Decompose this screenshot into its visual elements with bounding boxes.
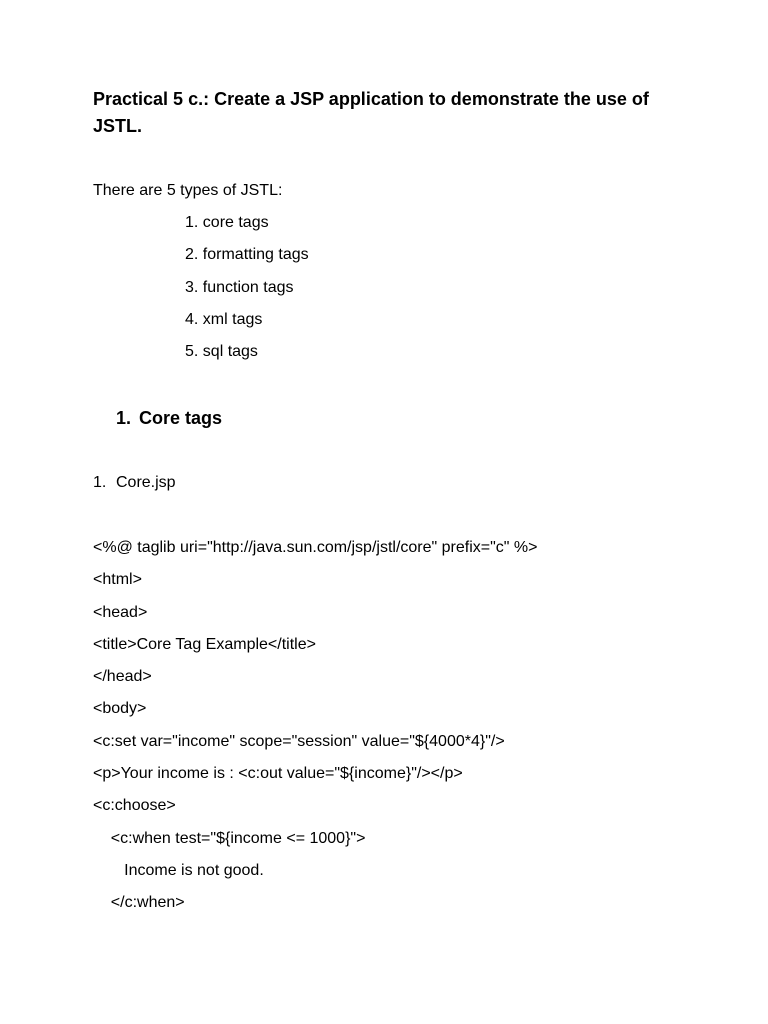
section-number: 1. — [116, 408, 132, 428]
code-line: <c:choose> — [93, 797, 176, 815]
code-line: <c:set var="income" scope="session" value="${4000*4}"/> — [93, 732, 505, 750]
list-item: 5. sql tags — [185, 343, 258, 361]
code-line: <html> — [93, 571, 142, 589]
list-item: 3. function tags — [185, 278, 294, 296]
code-listing — [93, 537, 537, 925]
section-heading-text: Core tags — [139, 408, 223, 428]
code-line: <title>Core Tag Example</title> — [93, 635, 316, 653]
section-heading — [116, 405, 222, 431]
code-line: <%@ taglib uri="http://java.sun.com/jsp/jstl/core" prefix="c" %> — [93, 539, 538, 556]
file-item-name: Core.jsp — [116, 474, 176, 491]
code-line: <p>Your income is : <c:out value="${income}"/></p> — [93, 765, 463, 783]
list-item: 1. core tags — [185, 214, 269, 231]
code-line: Income is not good. — [93, 861, 264, 879]
jstl-types-list — [185, 212, 309, 373]
code-line: <body> — [93, 700, 147, 718]
file-item-number: 1. — [93, 474, 107, 491]
code-line: </head> — [93, 668, 152, 686]
code-line: <head> — [93, 603, 148, 621]
intro-text: There are 5 types of JSTL: — [93, 182, 283, 199]
list-item: 2. formatting tags — [185, 246, 309, 264]
file-list-item — [93, 472, 176, 494]
list-item: 4. xml tags — [185, 310, 263, 328]
page-title: Practical 5 c.: Create a JSP application to demonstrate the use of JSTL. — [93, 89, 649, 136]
code-line: <c:when test="${income <= 1000}"> — [93, 829, 366, 847]
code-line: </c:when> — [93, 894, 185, 912]
